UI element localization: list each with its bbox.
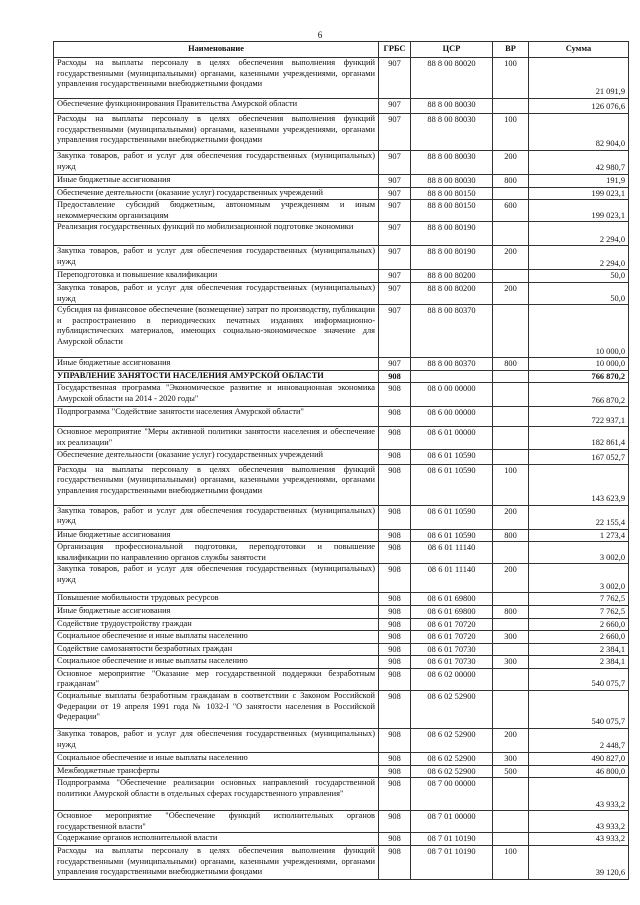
row-name: Субсидия на финансовое обеспечение (возмещение) затрат по производству, публикации и распространению в периодических печатных изданиях информационно-публицистических материалов, имеющих социально-экономическое значение для Амурской области: [54, 305, 379, 358]
row-vr: 100: [493, 846, 529, 880]
table-row: [54, 246, 629, 270]
table-row: [54, 114, 629, 151]
row-sum: 540 075,7: [529, 668, 629, 690]
row-grbs: 908: [379, 449, 411, 464]
row-sum: 43 933,2: [529, 833, 629, 846]
row-csr: [411, 370, 493, 383]
budget-table: [53, 41, 629, 880]
table-row: [54, 618, 629, 631]
row-grbs: 907: [379, 305, 411, 358]
row-grbs: 907: [379, 200, 411, 222]
row-vr: [493, 449, 529, 464]
row-vr: [493, 643, 529, 656]
row-vr: [493, 99, 529, 114]
row-sum: 7 762,5: [529, 605, 629, 618]
row-csr: 08 7 01 00000: [411, 811, 493, 833]
row-name: Иные бюджетные ассигнования: [54, 358, 379, 371]
row-csr: 08 6 01 70730: [411, 643, 493, 656]
row-grbs: 907: [379, 151, 411, 175]
row-grbs: 908: [379, 846, 411, 880]
row-vr: 800: [493, 605, 529, 618]
row-grbs: 907: [379, 222, 411, 246]
table-row: [54, 464, 629, 505]
row-name: Закупка товаров, работ и услуг для обеспечения государственных (муниципальных) нужд: [54, 282, 379, 304]
row-csr: 88 8 00 80370: [411, 358, 493, 371]
table-row: [54, 656, 629, 669]
row-sum: 22 155,4: [529, 505, 629, 529]
row-sum: 43 933,2: [529, 811, 629, 833]
row-csr: 08 7 01 10190: [411, 846, 493, 880]
row-csr: 08 6 01 70730: [411, 656, 493, 669]
row-grbs: 908: [379, 370, 411, 383]
row-sum: 199 023,1: [529, 200, 629, 222]
table-row: [54, 222, 629, 246]
row-name: Государственная программа "Экономическое развитие и инновационная экономика Амурской области на 2014 - 2020 годы": [54, 383, 379, 407]
row-vr: [493, 270, 529, 283]
row-csr: 88 8 00 80200: [411, 282, 493, 304]
table-row: [54, 99, 629, 114]
row-sum: 2 294,0: [529, 246, 629, 270]
row-csr: 88 8 00 80200: [411, 270, 493, 283]
row-sum: 43 933,2: [529, 778, 629, 811]
row-sum: 2 384,1: [529, 656, 629, 669]
row-csr: 88 8 00 80370: [411, 305, 493, 358]
row-csr: 08 6 00 00000: [411, 407, 493, 427]
row-csr: 88 8 00 80030: [411, 114, 493, 151]
row-name: Социальное обеспечение и иные выплаты населению: [54, 631, 379, 644]
row-grbs: 908: [379, 542, 411, 564]
row-vr: 100: [493, 464, 529, 505]
row-grbs: 907: [379, 175, 411, 188]
row-name: УПРАВЛЕНИЕ ЗАНЯТОСТИ НАСЕЛЕНИЯ АМУРСКОЙ ОБЛАСТИ: [54, 370, 379, 383]
table-row: [54, 505, 629, 529]
row-sum: 722 937,1: [529, 407, 629, 427]
row-sum: 191,9: [529, 175, 629, 188]
row-name: Организация профессиональной подготовки, переподготовки и повышение квалификации по направлению органов службы занятости: [54, 542, 379, 564]
row-sum: 167 052,7: [529, 449, 629, 464]
table-row: [54, 691, 629, 729]
table-row: [54, 427, 629, 449]
row-vr: 800: [493, 175, 529, 188]
table-row: [54, 187, 629, 200]
row-sum: 126 076,6: [529, 99, 629, 114]
table-row: [54, 358, 629, 371]
row-grbs: 908: [379, 564, 411, 593]
table-row: [54, 631, 629, 644]
row-name: Основное мероприятие "Обеспечение функций исполнительных органов государственной власти": [54, 811, 379, 833]
row-sum: 766 870,2: [529, 383, 629, 407]
table-row: [54, 668, 629, 690]
table-row: [54, 833, 629, 846]
row-name: Расходы на выплаты персоналу в целях обеспечения выполнения функций государственными (муниципальными) органами, казенными учреждениями, органами управления государственными внебюджетными фондами: [54, 58, 379, 99]
row-csr: 08 6 01 10590: [411, 449, 493, 464]
row-sum: 1 273,4: [529, 529, 629, 542]
row-grbs: 908: [379, 811, 411, 833]
row-vr: [493, 370, 529, 383]
row-grbs: 907: [379, 282, 411, 304]
row-vr: [493, 593, 529, 606]
row-name: Реализация государственных функций по мобилизационной подготовке экономики: [54, 222, 379, 246]
row-csr: 88 8 00 80030: [411, 151, 493, 175]
row-csr: 08 6 01 10590: [411, 505, 493, 529]
row-vr: 800: [493, 358, 529, 371]
row-grbs: 908: [379, 631, 411, 644]
row-sum: 82 904,0: [529, 114, 629, 151]
row-grbs: 908: [379, 643, 411, 656]
row-sum: 2 294,0: [529, 222, 629, 246]
row-grbs: 907: [379, 358, 411, 371]
row-vr: [493, 407, 529, 427]
table-row: [54, 729, 629, 753]
row-vr: [493, 618, 529, 631]
row-csr: 08 6 01 11140: [411, 564, 493, 593]
table-row: [54, 778, 629, 811]
row-csr: 08 7 01 10190: [411, 833, 493, 846]
row-grbs: 908: [379, 529, 411, 542]
row-csr: 08 6 01 10590: [411, 529, 493, 542]
row-vr: [493, 305, 529, 358]
row-vr: [493, 427, 529, 449]
row-grbs: 908: [379, 668, 411, 690]
header-vr: ВР: [493, 42, 529, 58]
row-csr: 88 8 00 80020: [411, 58, 493, 99]
row-vr: [493, 187, 529, 200]
row-csr: 08 6 01 69800: [411, 605, 493, 618]
row-sum: 42 980,7: [529, 151, 629, 175]
row-grbs: 907: [379, 187, 411, 200]
row-sum: 2 660,0: [529, 618, 629, 631]
table-row: [54, 383, 629, 407]
row-csr: 08 6 02 52900: [411, 691, 493, 729]
table-row: [54, 305, 629, 358]
row-csr: 08 6 01 11140: [411, 542, 493, 564]
table-row: [54, 407, 629, 427]
table-row: [54, 765, 629, 778]
row-grbs: 908: [379, 593, 411, 606]
row-name: Закупка товаров, работ и услуг для обеспечения государственных (муниципальных) нужд: [54, 151, 379, 175]
row-sum: 7 762,5: [529, 593, 629, 606]
row-grbs: 908: [379, 656, 411, 669]
row-vr: 300: [493, 656, 529, 669]
table-row: [54, 605, 629, 618]
table-row: [54, 593, 629, 606]
row-vr: [493, 833, 529, 846]
row-name: Закупка товаров, работ и услуг для обеспечения государственных (муниципальных) нужд: [54, 505, 379, 529]
row-grbs: 908: [379, 729, 411, 753]
row-sum: 182 861,4: [529, 427, 629, 449]
row-sum: 2 660,0: [529, 631, 629, 644]
row-grbs: 907: [379, 114, 411, 151]
row-grbs: 907: [379, 58, 411, 99]
row-name: Переподготовка и повышение квалификации: [54, 270, 379, 283]
row-name: Расходы на выплаты персоналу в целях обеспечения выполнения функций государственными (муниципальными) органами, казенными учреждениями, органами управления государственными внебюджетными фондами: [54, 114, 379, 151]
row-grbs: 908: [379, 407, 411, 427]
row-vr: 200: [493, 246, 529, 270]
row-sum: 10 000,0: [529, 305, 629, 358]
row-vr: 800: [493, 529, 529, 542]
row-vr: 200: [493, 151, 529, 175]
row-name: Расходы на выплаты персоналу в целях обеспечения выполнения функций государственными (муниципальными) органами, казенными учреждениями, органами управления государственными внебюджетными фондами: [54, 464, 379, 505]
row-sum: 766 870,2: [529, 370, 629, 383]
row-vr: [493, 542, 529, 564]
table-row: [54, 564, 629, 593]
table-row: [54, 811, 629, 833]
table-row: [54, 542, 629, 564]
table-header-row: [54, 42, 629, 58]
page-number: 6: [317, 30, 323, 40]
table-row: [54, 449, 629, 464]
row-vr: [493, 668, 529, 690]
row-name: Закупка товаров, работ и услуг для обеспечения государственных (муниципальных) нужд: [54, 564, 379, 593]
table-row: [54, 753, 629, 766]
table-body: [54, 58, 629, 880]
table-row: [54, 175, 629, 188]
row-csr: 08 6 01 10590: [411, 464, 493, 505]
table-row: [54, 151, 629, 175]
row-sum: 10 000,0: [529, 358, 629, 371]
row-vr: [493, 811, 529, 833]
row-vr: [493, 691, 529, 729]
row-name: Повышение мобильности трудовых ресурсов: [54, 593, 379, 606]
row-name: Предоставление субсидий бюджетным, автономным учреждениям и иным некоммерческим организациям: [54, 200, 379, 222]
header-csr: ЦСР: [411, 42, 493, 58]
row-grbs: 908: [379, 505, 411, 529]
row-name: Иные бюджетные ассигнования: [54, 605, 379, 618]
row-sum: 46 800,0: [529, 765, 629, 778]
table-row: [54, 370, 629, 383]
row-vr: 100: [493, 114, 529, 151]
row-grbs: 908: [379, 833, 411, 846]
row-name: Расходы на выплаты персоналу в целях обеспечения выполнения функций государственными (муниципальными) органами, казенными учреждениями, органами управления государственными внебюджетными фондами: [54, 846, 379, 880]
row-sum: 143 623,9: [529, 464, 629, 505]
row-grbs: 907: [379, 99, 411, 114]
row-grbs: 908: [379, 753, 411, 766]
row-sum: 2 448,7: [529, 729, 629, 753]
row-name: Обеспечение деятельности (оказание услуг) государственных учреждений: [54, 449, 379, 464]
table-row: [54, 282, 629, 304]
row-csr: 08 6 01 69800: [411, 593, 493, 606]
header-name: Наименование: [54, 42, 379, 58]
row-sum: 3 002,0: [529, 542, 629, 564]
row-name: Социальное обеспечение и иные выплаты населению: [54, 656, 379, 669]
row-csr: 88 8 00 80190: [411, 222, 493, 246]
row-name: Социальное обеспечение и иные выплаты населению: [54, 753, 379, 766]
row-name: Социальные выплаты безработным гражданам в соответствии с Законом Российской Федерации от 19 апреля 1991 года № 1032-I "О занятости населения в Российской Федерации": [54, 691, 379, 729]
row-csr: 08 6 02 52900: [411, 765, 493, 778]
row-vr: 200: [493, 282, 529, 304]
row-csr: 08 0 00 00000: [411, 383, 493, 407]
row-sum: 2 384,1: [529, 643, 629, 656]
row-csr: 08 6 01 00000: [411, 427, 493, 449]
row-grbs: 908: [379, 464, 411, 505]
row-vr: 600: [493, 200, 529, 222]
row-vr: [493, 222, 529, 246]
row-name: Подпрограмма "Содействие занятости населения Амурской области": [54, 407, 379, 427]
row-vr: 500: [493, 765, 529, 778]
row-csr: 88 8 00 80030: [411, 175, 493, 188]
row-name: Основное мероприятие "Меры активной политики занятости населения и обеспечение их реализации": [54, 427, 379, 449]
row-sum: 540 075,7: [529, 691, 629, 729]
row-sum: 21 091,9: [529, 58, 629, 99]
row-sum: 3 002,0: [529, 564, 629, 593]
row-grbs: 908: [379, 427, 411, 449]
row-sum: 199 023,1: [529, 187, 629, 200]
row-name: Иные бюджетные ассигнования: [54, 175, 379, 188]
row-grbs: 908: [379, 383, 411, 407]
row-grbs: 908: [379, 691, 411, 729]
table-row: [54, 846, 629, 880]
row-name: Закупка товаров, работ и услуг для обеспечения государственных (муниципальных) нужд: [54, 729, 379, 753]
row-vr: 200: [493, 505, 529, 529]
row-grbs: 908: [379, 605, 411, 618]
row-grbs: 908: [379, 765, 411, 778]
row-grbs: 908: [379, 778, 411, 811]
row-vr: 100: [493, 58, 529, 99]
row-name: Обеспечение деятельности (оказание услуг) государственных учреждений: [54, 187, 379, 200]
row-grbs: 907: [379, 246, 411, 270]
header-grbs: ГРБС: [379, 42, 411, 58]
row-csr: 08 6 02 52900: [411, 753, 493, 766]
row-vr: 200: [493, 729, 529, 753]
row-csr: 08 6 01 70720: [411, 631, 493, 644]
row-sum: 50,0: [529, 282, 629, 304]
table-row: [54, 270, 629, 283]
row-csr: 08 6 02 52900: [411, 729, 493, 753]
table-row: [54, 58, 629, 99]
row-sum: 490 827,0: [529, 753, 629, 766]
row-name: Содействие самозанятости безработных граждан: [54, 643, 379, 656]
row-grbs: 908: [379, 618, 411, 631]
row-grbs: 907: [379, 270, 411, 283]
row-vr: [493, 383, 529, 407]
header-sum: Сумма: [529, 42, 629, 58]
row-vr: 200: [493, 564, 529, 593]
row-csr: 88 8 00 80150: [411, 200, 493, 222]
row-vr: [493, 778, 529, 811]
row-csr: 88 8 00 80030: [411, 99, 493, 114]
row-csr: 08 6 02 00000: [411, 668, 493, 690]
table-row: [54, 200, 629, 222]
row-name: Содержание органов исполнительной власти: [54, 833, 379, 846]
row-name: Основное мероприятие "Оказание мер государственной поддержки безработным гражданам": [54, 668, 379, 690]
row-vr: 300: [493, 753, 529, 766]
row-csr: 08 7 00 00000: [411, 778, 493, 811]
table-row: [54, 643, 629, 656]
row-csr: 88 8 00 80190: [411, 246, 493, 270]
row-name: Обеспечение функционирования Правительства Амурской области: [54, 99, 379, 114]
row-vr: 300: [493, 631, 529, 644]
row-name: Подпрограмма "Обеспечение реализации основных направлений государственной политики Амурской области в отдельных сферах государственного управления": [54, 778, 379, 811]
row-name: Иные бюджетные ассигнования: [54, 529, 379, 542]
row-name: Содействие трудоустройству граждан: [54, 618, 379, 631]
row-name: Межбюджетные трансферты: [54, 765, 379, 778]
row-csr: 88 8 00 80150: [411, 187, 493, 200]
row-name: Закупка товаров, работ и услуг для обеспечения государственных (муниципальных) нужд: [54, 246, 379, 270]
row-sum: 50,0: [529, 270, 629, 283]
row-sum: 39 120,6: [529, 846, 629, 880]
table-row: [54, 529, 629, 542]
row-csr: 08 6 01 70720: [411, 618, 493, 631]
